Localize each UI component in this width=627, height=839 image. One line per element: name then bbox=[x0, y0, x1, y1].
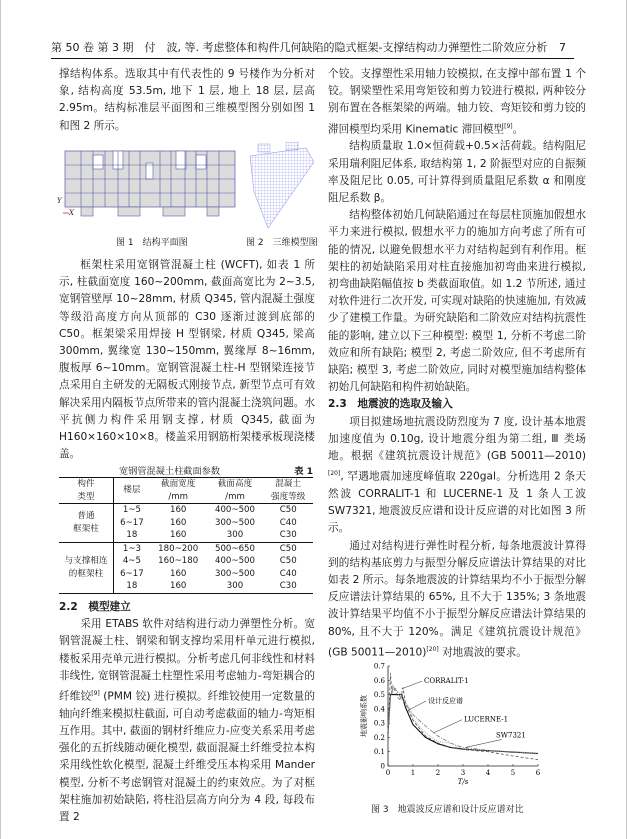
cell: 300 bbox=[226, 581, 244, 591]
cell: 300 bbox=[226, 530, 244, 540]
cell: 160 bbox=[169, 517, 187, 528]
series-line-sw7321 bbox=[388, 689, 538, 754]
left-column-model bbox=[59, 599, 315, 826]
cell: 160 bbox=[169, 505, 187, 515]
x-tick-label: 0 bbox=[385, 769, 391, 777]
figure-3-chart bbox=[356, 662, 556, 792]
paragraph-text: 对地震波的要求。 bbox=[438, 646, 527, 659]
header-cell: 混凝土 强度等级 bbox=[271, 479, 306, 502]
axis-x-label: X bbox=[69, 209, 74, 217]
table-row bbox=[59, 542, 313, 555]
header-cell: 楼层 bbox=[123, 485, 141, 496]
y-axis-label: 地震影响系数 bbox=[360, 695, 368, 737]
cell: C30 bbox=[279, 581, 297, 591]
page-number: 7 bbox=[559, 41, 566, 54]
x-tick-label: 1 bbox=[410, 769, 416, 777]
figure-2-3d-model bbox=[246, 142, 318, 232]
3d-model-drawing bbox=[246, 142, 318, 232]
paragraph-text: , 罕遇地震加速度峰值取 220gal。分析选用 2 条天然波 CORRALIT-1 和 LUCERNE-1 及 1 条人工波 SW7321, 地震波反应谱和设计反应谱的对比如图 3 所示。 bbox=[328, 470, 586, 535]
running-header bbox=[51, 40, 574, 59]
cell: 160 bbox=[169, 530, 187, 540]
annotation-leader bbox=[433, 720, 462, 733]
annotation-leader bbox=[408, 701, 426, 710]
group-type-cell: 普通 框架柱 bbox=[59, 504, 114, 543]
annotation-label: CORRALIT-1 bbox=[424, 677, 469, 686]
left-column-wcft bbox=[59, 257, 315, 463]
cell: 1~5 bbox=[122, 505, 141, 515]
running-title: 第 50 卷 第 3 期 付 波, 等. 考虑整体和构件几何缺陷的隐式框架-支撑结构动力弹塑性二阶效应分析 bbox=[51, 41, 548, 54]
section-heading-2-2: 2.2 模型建立 bbox=[59, 601, 131, 613]
paragraph: 结构整体初始几何缺陷通过在每层柱顶施加假想水平力来进行模拟, 假想水平力的施加方向考虑了所有可能的情况, 以避免假想水平力对结构起到有利作用。框架柱的初始缺陷采用对柱直接施加初弯曲来进行模拟, 初弯曲缺陷幅值按 b 类截面取值。如 1.2 节所述, 通过对软件进行二次开发, 可实现对缺陷的快速施加, 有效减少了建模工作量。为研究缺陷和二阶效应对结构抗震性能的影响, 建立以下三种模型: 模型 1, 分析不考虑二阶效应和所有缺陷; 模型 2, 考虑二阶效应, 但不考虑所有缺陷; 模型 3, 考虑二阶效应, 同时对模型施加结构整体初始几何缺陷和构件初始缺陷。 bbox=[328, 209, 586, 394]
annotation-leader bbox=[402, 681, 422, 689]
paragraph: 结构质量取 1.0×恒荷载+0.5×活荷载。结构阻尼采用瑞利阻尼体系, 取结构第 1, 2 阶振型对应的自振频率及阻尼比 0.05, 可计算得到质量阻尼系数 α 和刚度阻尼系数 β。 bbox=[328, 140, 586, 204]
figure-3-caption: 图 3 地震波反应谱和设计反应谱对比 bbox=[371, 805, 524, 815]
cell: 180~200 bbox=[158, 543, 199, 554]
axis-y-label: Y bbox=[57, 197, 62, 205]
paragraph-text: 。 bbox=[512, 123, 524, 136]
series-line-corralit-1 bbox=[388, 673, 538, 760]
table-title: 宽钢管混凝土柱截面参数 bbox=[119, 466, 221, 477]
cell: 300~500 bbox=[214, 568, 255, 579]
annotation-label: LUCERNE-1 bbox=[464, 715, 509, 724]
paragraph-text: (PMM 铰) 进行模拟。纤维铰使用一定数量的轴向纤维来模拟柱截面, 可自动考虑截面的轴力-弯矩相互作用。其中, 截面的钢材纤维应力-应变关系采用考虑强化的五折线随动硬化模型, 截面混凝土纤维受拉本构采用线性软化模型, 混凝土纤维受压本构采用 Mander 模型, 分析不考虑钢管对混凝土的约束效应。为了对框架柱施加初始缺陷, 将柱沿层高方向分为 4 段, 每段布置 2 bbox=[59, 690, 315, 823]
cell: 6~17 bbox=[120, 568, 144, 579]
cell: C50 bbox=[279, 556, 297, 566]
x-tick-label: 5 bbox=[510, 769, 516, 777]
header-cell: 截面高度 /mm bbox=[217, 479, 253, 502]
paragraph bbox=[328, 538, 586, 662]
cell: 160 bbox=[169, 581, 187, 591]
paragraph bbox=[328, 414, 586, 538]
annotation-leader bbox=[466, 739, 503, 747]
table-1 bbox=[59, 463, 315, 594]
cell: 160~180 bbox=[158, 556, 199, 566]
citation: [9] bbox=[91, 690, 100, 698]
y-tick-label: 0.4 bbox=[373, 705, 385, 714]
cell: 18 bbox=[126, 530, 138, 540]
cell: 500~650 bbox=[214, 543, 255, 554]
annotation-label: SW7321 bbox=[496, 731, 526, 740]
table-header-row bbox=[59, 478, 313, 504]
floor-plan-drawing bbox=[63, 145, 243, 225]
cell: C40 bbox=[279, 568, 297, 579]
x-tick-label: 2 bbox=[435, 769, 441, 777]
paragraph bbox=[59, 616, 315, 826]
response-spectrum-chart bbox=[356, 662, 556, 792]
y-tick-label: 0.1 bbox=[373, 748, 385, 757]
paragraph-text: 通过对结构进行弹性时程分析, 每条地震波计算得到的结构基底剪力与振型分解反应谱法计算结果的对比如表 2 所示。每条地震波的计算结果均不小于振型分解反应谱法计算结果的 65%, 且不大于 135%; 3 条地震波计算结果平均值不小于振型分解反应谱法计算结果的 80%, 且不大于 120%。满足《建筑抗震设计规范》(GB 50011—2010) bbox=[328, 539, 586, 659]
header-cell: 构件 类型 bbox=[59, 478, 114, 504]
x-axis-label: T/s bbox=[457, 778, 469, 786]
paragraph-text: 采用 ETABS 软件对结构进行动力弹塑性分析。宽钢管混凝土柱、钢梁和钢支撑均采用杆单元进行模拟, 楼板采用壳单元进行模拟。分析考虑几何非线性和材料非线性, 宽钢管混凝土柱塑性采用考虑轴力-弯矩耦合的纤维铰 bbox=[59, 618, 315, 703]
x-tick-label: 4 bbox=[485, 769, 491, 777]
x-tick-label: 6 bbox=[535, 769, 541, 777]
cell: 6~17 bbox=[120, 517, 144, 528]
cell: 400~500 bbox=[214, 505, 255, 515]
y-tick-label: 0.2 bbox=[373, 733, 385, 742]
series-line-- bbox=[388, 695, 538, 754]
x-tick-label: 3 bbox=[460, 769, 466, 777]
table-title-row bbox=[59, 463, 315, 477]
paragraph: 撑结构体系。选取其中有代表性的 9 号楼作为分析对象, 结构高度 53.5m, 地下 1 层, 地上 18 层, 层高 2.95m。结构标准层平面图和三维模型图分别如图 1 和图 2 所示。 bbox=[59, 68, 315, 132]
right-column-text bbox=[328, 66, 586, 662]
left-column-intro bbox=[59, 66, 315, 135]
paragraph-text: 项目拟建场地抗震设防烈度为 7 度, 设计基本地震加速度值为 0.10g, 设计地震分组为第二组, Ⅲ 类场地。根据《建筑抗震设计规范》(GB 50011—2010) bbox=[328, 415, 586, 462]
header-cell: 截面宽度 /mm bbox=[160, 479, 196, 502]
citation: [9] bbox=[504, 122, 513, 130]
y-tick-label: 0.6 bbox=[373, 676, 385, 685]
paragraph: 框架柱采用宽钢管混凝土柱 (WCFT), 如表 1 所示, 柱截面宽度 160~200mm, 截面高宽比为 2~3.5, 宽钢管壁厚 10~28mm, 材质 Q345, 管内混凝土强度等级沿高度方向从顶部的 C30 逐渐过渡到底部的 C50。框架梁采用焊接 H 型钢梁, 材质 Q345, 梁高 300mm, 翼缘宽 130~150mm, 翼缘厚 8~16mm, 腹板厚 6~10mm。宽钢管混凝土柱-H 型钢梁连接节点采用自主研发的无隔板式刚接节点, 新型节点可有效解决采用内隔板节点所带来的管内混凝土浇筑问题。水平抗侧力构件采用钢支撑, 材质 Q345, 截面为 H160×160×10×8。楼盖采用钢筋桁架楼承板现浇楼盖。 bbox=[59, 259, 315, 461]
table-group-2 bbox=[59, 542, 313, 593]
cell: 300~500 bbox=[214, 517, 255, 528]
figure-2-caption: 图 2 三维模型图 bbox=[246, 238, 318, 248]
table-row bbox=[59, 504, 313, 517]
cell: 400~500 bbox=[214, 556, 255, 566]
y-tick-label: 0.7 bbox=[373, 662, 385, 671]
table-label: 表 1 bbox=[294, 466, 313, 477]
y-tick-label: 0.5 bbox=[373, 691, 385, 700]
paragraph-text: 个铰。支撑塑性采用轴力铰模拟, 在支撑中部布置 1 个铰。钢梁塑性采用弯矩铰和剪力铰进行模拟, 两种铰分别布置在各框架梁的两端。轴力铰、弯矩铰和剪力铰的滞回模型均采用 Kinematic 滞回模型 bbox=[328, 68, 586, 136]
table-group-1 bbox=[59, 504, 313, 543]
group-type-cell: 与支撑相连 的框架柱 bbox=[59, 542, 114, 593]
citation: [20] bbox=[328, 470, 341, 478]
cell: C30 bbox=[279, 530, 297, 540]
paragraph bbox=[328, 66, 586, 138]
cell: 18 bbox=[126, 581, 138, 591]
cell: 4~5 bbox=[122, 556, 141, 566]
cell: 1~3 bbox=[122, 543, 141, 554]
table-1-grid bbox=[59, 477, 313, 594]
cell: C50 bbox=[279, 543, 297, 554]
cell: C50 bbox=[279, 505, 297, 515]
citation: [20] bbox=[426, 645, 439, 653]
annotation-label: 设计反应谱 bbox=[428, 697, 463, 706]
y-tick-label: 0 bbox=[380, 762, 385, 771]
y-tick-label: 0.3 bbox=[373, 719, 385, 728]
cell: C40 bbox=[279, 517, 297, 528]
section-heading-2-3: 2.3 地震波的选取及输入 bbox=[328, 398, 453, 411]
figure-1-caption: 图 1 结构平面图 bbox=[116, 238, 188, 248]
figure-1-floor-plan bbox=[57, 145, 243, 225]
cell: 160 bbox=[169, 568, 187, 579]
